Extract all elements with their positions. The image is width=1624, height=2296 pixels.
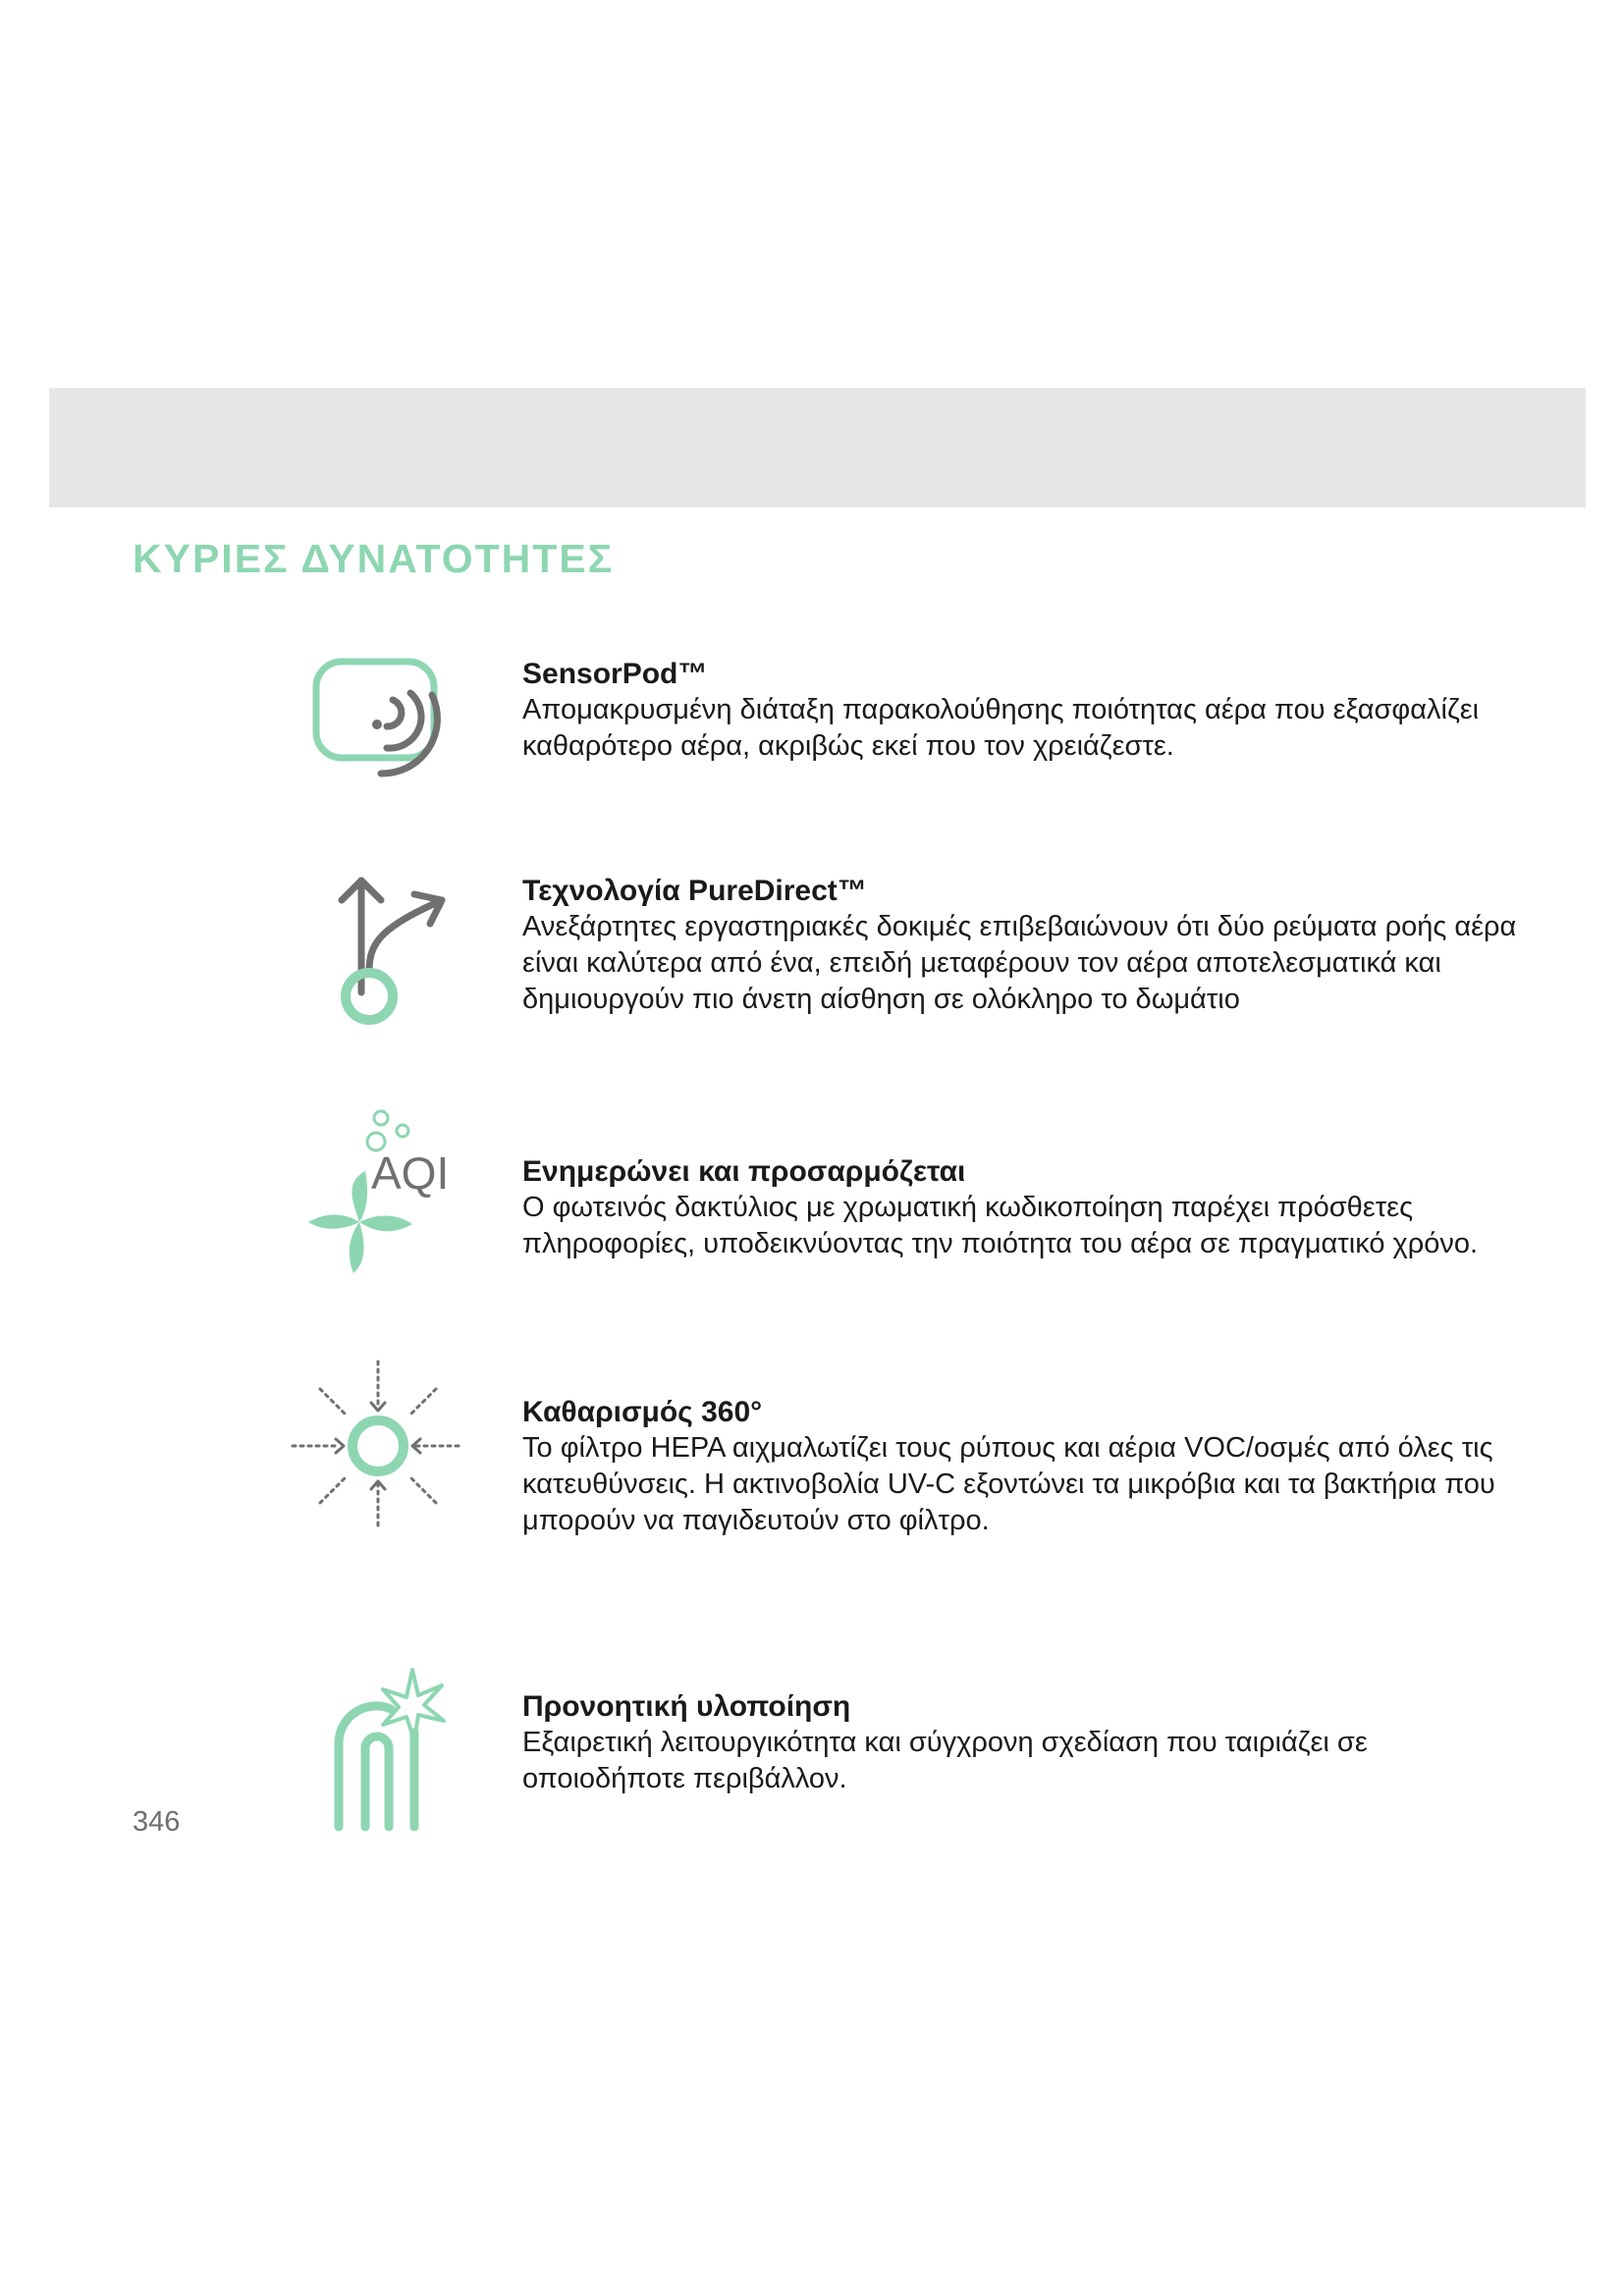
section-title: ΚΥΡΙΕΣ ΔΥΝΑΤΟΤΗΤΕΣ <box>133 536 615 581</box>
feature-title: Προνοητική υλοποίηση <box>522 1690 851 1723</box>
feature-title: Τεχνολογία PureDirect™ <box>522 875 867 907</box>
sensor-pod-icon <box>285 656 481 842</box>
feature-description: Ανεξάρτητες εργαστηριακές δοκιμές επιβεβαιώνουν ότι δύο ρεύματα ροής αέρα είναι καλύτερα από ένα, επειδή μεταφέρουν τον αέρα αποτελεσματικά και δημιουργούν πιο άνετη αίσθηση σε ολόκληρο το δωμάτιο <box>522 911 1517 1015</box>
dual-airflow-icon <box>285 873 481 1059</box>
aqi-fan-icon <box>285 1104 481 1291</box>
feature-description: Ο φωτεινός δακτύλιος με χρωματική κωδικοποίηση παρέχει πρόσθετες πληροφορίες, υποδεικνύοντας την ποιότητα του αέρα σε πραγματικό χρόνο. <box>522 1192 1479 1259</box>
feature-description: Απομακρυσμένη διάταξη παρακολούθησης ποιότητας αέρα που εξασφαλίζει καθαρότερο αέρα, ακριβώς εκεί που τον χρειάζεστε. <box>522 694 1480 762</box>
feature-description: Εξαιρετική λειτουργικότητα και σύγχρονη σχεδίαση που ταιριάζει σε οποιοδήποτε περιβάλλον. <box>522 1727 1368 1794</box>
aqi-label: AQI <box>371 1148 450 1199</box>
feature-title: Καθαρισμός 360° <box>522 1396 763 1428</box>
feature-title: Ενημερώνει και προσαρμόζεται <box>522 1155 966 1188</box>
design-sparkle-icon <box>285 1664 481 1850</box>
page-number: 346 <box>133 1806 181 1838</box>
purification-360-icon <box>285 1358 481 1544</box>
feature-title: SensorPod™ <box>522 658 708 690</box>
header-band <box>49 388 1586 507</box>
feature-description: Το φίλτρο HEPA αιχμαλωτίζει τους ρύπους και αέρια VOC/οσμές από όλες τις κατευθύνσεις. Η ακτινοβολία UV-C εξοντώνει τα μικρόβια και τα βακτήρια που μπορούν να παγιδευτούν στο φίλτρο. <box>522 1432 1495 1536</box>
